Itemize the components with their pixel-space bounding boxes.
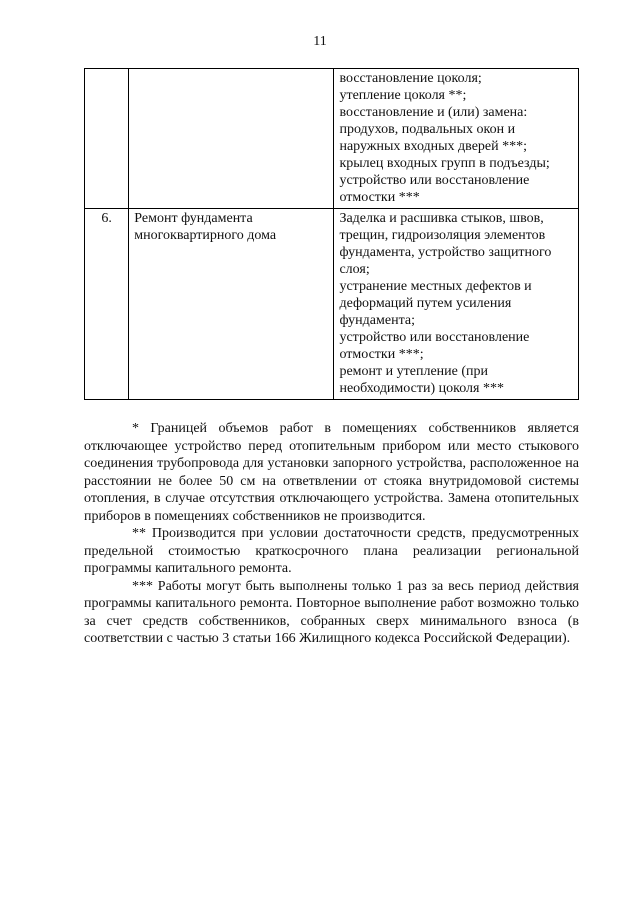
footnote-double-asterisk: ** Производится при условии достаточности средств, предусмотренных предельной стоимостью краткосрочного плана реализации региональной программы капитального ремонта.: [84, 526, 579, 576]
work-line: устройство или восстановление: [339, 173, 530, 188]
work-type-line: Ремонт фундамента: [134, 211, 253, 226]
work-line: деформаций путем усиления: [339, 296, 512, 311]
work-line: восстановление цоколя;: [339, 71, 482, 86]
work-line: утепление цоколя **;: [339, 88, 467, 103]
work-type-line: многоквартирного дома: [134, 228, 277, 243]
work-line: отмостки ***: [339, 190, 420, 205]
footnote-triple-asterisk: *** Работы могут быть выполнены только 1 раз за весь период действия программы капитального ремонта. Повторное выполнение работ возможно только за счет средств собственников, собранных сверх минимального взноса (в соответствии с частью 3 статьи 166 Жилищного кодекса Российской Федерации).: [84, 578, 579, 646]
work-line: ремонт и утепление (при: [339, 364, 488, 379]
row-number-cell: 6.: [85, 209, 129, 400]
work-list-cell: [334, 209, 579, 400]
table-row: [85, 209, 579, 400]
work-type-cell: [129, 209, 334, 400]
footnotes: [84, 420, 579, 648]
work-line: устройство или восстановление: [339, 330, 530, 345]
work-line: продухов, подвальных окон и: [339, 122, 516, 137]
page-number: 11: [313, 34, 327, 49]
work-line: слоя;: [339, 262, 370, 277]
work-line: фундамента;: [339, 313, 415, 328]
table-row: [85, 69, 579, 209]
footnote-single-asterisk: * Границей объемов работ в помещениях собственников является отключающее устройство перед отопительным прибором или место стыкового соединения трубопровода для установки запорного устройства, расположенное на расстоянии не более 50 см на ответвлении от стояка внутридомовой системы отопления, в случае отсутствия отключающего устройства. Замена отопительных приборов в помещениях собственников не производится.: [84, 421, 579, 524]
work-line: трещин, гидроизоляция элементов: [339, 228, 546, 243]
work-type-cell: [129, 69, 334, 209]
work-line: фундамента, устройство защитного: [339, 245, 552, 260]
work-line: устранение местных дефектов и: [339, 279, 532, 294]
row-number-cell: [85, 69, 129, 209]
works-table: [84, 68, 579, 400]
work-line: наружных входных дверей ***;: [339, 139, 528, 154]
work-line: восстановление и (или) замена:: [339, 105, 528, 120]
work-line: отмостки ***;: [339, 347, 424, 362]
work-line: необходимости) цоколя ***: [339, 381, 504, 396]
work-list-cell: [334, 69, 579, 209]
work-line: крылец входных групп в подъезды;: [339, 156, 550, 171]
work-line: Заделка и расшивка стыков, швов,: [339, 211, 544, 226]
